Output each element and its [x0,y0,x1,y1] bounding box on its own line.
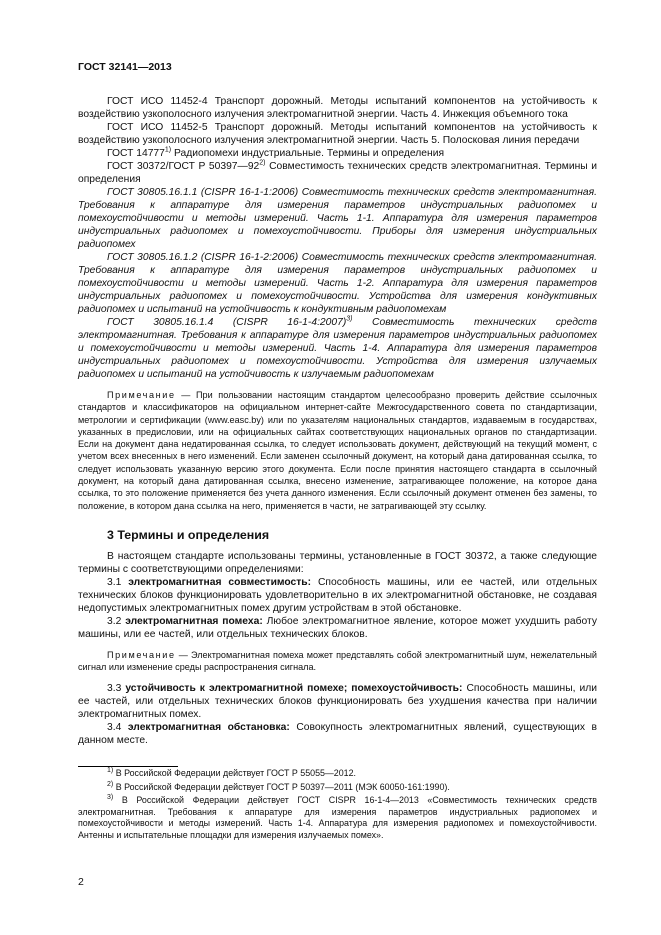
term-number: 3.4 [107,721,128,733]
footnote-3 [78,795,597,841]
term-3-4 [78,721,597,747]
footnote-mark: 2) [107,780,114,788]
ref-code: ГОСТ 30372/ГОСТ Р 50397—92 [107,161,260,172]
term-name: электромагнитная обстановка: [127,721,290,733]
term-name: электромагнитная совместимость: [128,576,312,588]
footnote-mark: 1) [107,767,114,775]
footnote-text: В Российской Федерации действует ГОСТ Р 50397—2011 (МЭК 60050-161:1990). [113,781,450,792]
ref-gost-iso-11452-5: ГОСТ ИСО 11452-5 Транспорт дорожный. Методы испытаний компонентов на устойчивость к воздействию узкополосного излучения электромагнитной энергии. Часть 5. Полосковая линия передачи [78,122,597,146]
section-title: 3 Термины и определения [107,527,270,542]
page-header: ГОСТ 32141—2013 [78,61,172,73]
term-3-3 [78,682,597,721]
note-text: — Электромагнитная помеха может представлять собой электромагнитный шум, нежелательный сигнал или изменение среды распространения сигнала. [78,649,597,673]
ref-gost-30805-16-1-1: ГОСТ 30805.16.1.1 (CISPR 16-1-1:2006) Совместимость технических средств электромагнитная. Требования к аппаратуре для измерения параметров индустриальных радиопомех и помехоустойчивости и методы измерений. Часть 1-1. Аппаратура для измерения параметров индустриальных радиопомех и помехоустойчивости. Приборы для измерения индустриальных радиопомех [78,187,597,250]
term-3-2 [78,615,597,641]
ref-text: Совместимость технических средств электромагнитная. Термины и определения [78,161,597,185]
ref-gost-14777 [78,147,597,160]
term-definition: Совокупность электромагнитных явлений, существующих в данном месте. [78,721,597,746]
term-definition: Способность машины, или ее частей, или отдельных технических блоков функционировать без ухудшения качества при наличии электромагнитных помех. [78,682,597,720]
term-name: электромагнитная помеха: [125,615,263,627]
footnote-2 [78,782,597,794]
ref-code: ГОСТ 30805.16.1.4 (CISPR 16-1-4:2007) [107,317,347,328]
ref-gost-30805-16-1-4 [78,316,597,381]
ref-gost-30805-16-1-2: ГОСТ 30805.16.1.2 (CISPR 16-1-2:2006) Совместимость технических средств электромагнитная. Требования к аппаратуре для измерения параметров индустриальных радиопомех и помехоустойчивости и методы измерений. Часть 1-2. Аппаратура для измерения параметров индустриальных радиопомех и помехоустойчивости. Устройства для измерения кондуктивных радиопомех и испытаний на устойчивость к кондуктивным радиопомехам [78,252,597,315]
ref-text: Совместимость технических средств электромагнитная. Требования к аппаратуре для измерения параметров индустриальных радиопомех и помехоустойчивости и методы измерений. Часть 1-4. Аппаратура для измерения параметров индустриальных радиопомех и помехоустойчивости. Устройства для измерения излучаемых радиопомех и испытаний на устойчивость к излучаемым радиопомехам [78,317,597,380]
footnote-mark: 3) [107,794,114,802]
note-references [78,389,597,512]
term-definition: Любое электромагнитное явление, которое может ухудшить работу машины, или ее частей, или отдельных технических блоков. [78,615,597,640]
note-label: Примечание [107,649,176,660]
note-label: Примечание [107,390,176,400]
page-number: 2 [78,876,84,888]
footnote-ref: 2) [259,159,266,167]
footnote-text: В Российской Федерации действует ГОСТ Р 55055—2012. [113,768,357,778]
footnotes [78,768,597,844]
term-name: устойчивость к электромагнитной помехе; помехоустойчивость: [125,682,463,694]
note-text: — При пользовании настоящим стандартом целесообразно проверить действие ссылочных стандартов и классификаторов на официальном интернет-сайте Межгосударственного совета по стандартизации, метрологии и сертификации (www.easc.by) или по указателям национальных стандартов, издаваемым в государствах, указанных в предисловии, или на официальных сайтах соответствующих национальных органов по стандартизации. Если на документ дана недатированная ссылка, то следует использовать документ, действующий на текущий момент, с учетом всех внесенных в него изменений. Если заменен ссылочный документ, на который дана датированная ссылка, то следует использовать указанную версию этого документа. Если после принятия настоящего стандарта в ссылочный документ, на который дана датированная ссылка, внесено изменение, затрагивающее положение, на которое дана ссылка, то это положение применяется без учета данного изменения. Если ссылочный документ отменен без замены, то положение, в котором дана ссылка на него, применяется в части, не затрагивающей эту ссылку. [78,390,597,511]
section-intro: В настоящем стандарте использованы термины, установленные в ГОСТ 30372, а также следующие термины с соответствующими определениями: [78,550,597,575]
term-number: 3.1 [107,576,129,588]
footnote-ref: 1) [164,146,172,154]
term-3-1 [78,576,597,615]
ref-gost-iso-11452-4: ГОСТ ИСО 11452-4 Транспорт дорожный. Методы испытаний компонентов на устойчивость к воздействию узкополосного излучения электромагнитной энергии. Часть 4. Инжекция объемного тока [78,96,597,120]
term-number: 3.3 [107,682,126,694]
document-body [78,95,597,747]
ref-code: ГОСТ 14777 [107,148,165,159]
footnote-text: В Российской Федерации действует ГОСТ CISPR 16-1-4—2013 «Совместимость технических средств электромагнитная. Требования к аппаратуре для измерения параметров индустриальных радиопомех и помехоустойчивости и методы измерений. Часть 1-4. Аппаратура для измерения радиопомех и помехоустойчивости. Антенны и испытательные площадки для измерения излучаемых помех». [78,795,597,840]
footnote-ref: 3) [346,315,353,323]
term-number: 3.2 [107,615,126,627]
ref-text: Радиопомехи индустриальные. Термины и определения [171,148,445,159]
note-term-3-2 [78,649,597,674]
footnote-1 [78,768,597,780]
footnote-divider [78,766,178,767]
term-definition: Способность машины, или ее частей, или отдельных технических блоков функционировать удовлетворительно в их электромагнитной обстановке, не создавая недопустимых электромагнитных помех другим устройствам в этой обстановке. [78,576,597,614]
ref-gost-30372 [78,160,597,186]
